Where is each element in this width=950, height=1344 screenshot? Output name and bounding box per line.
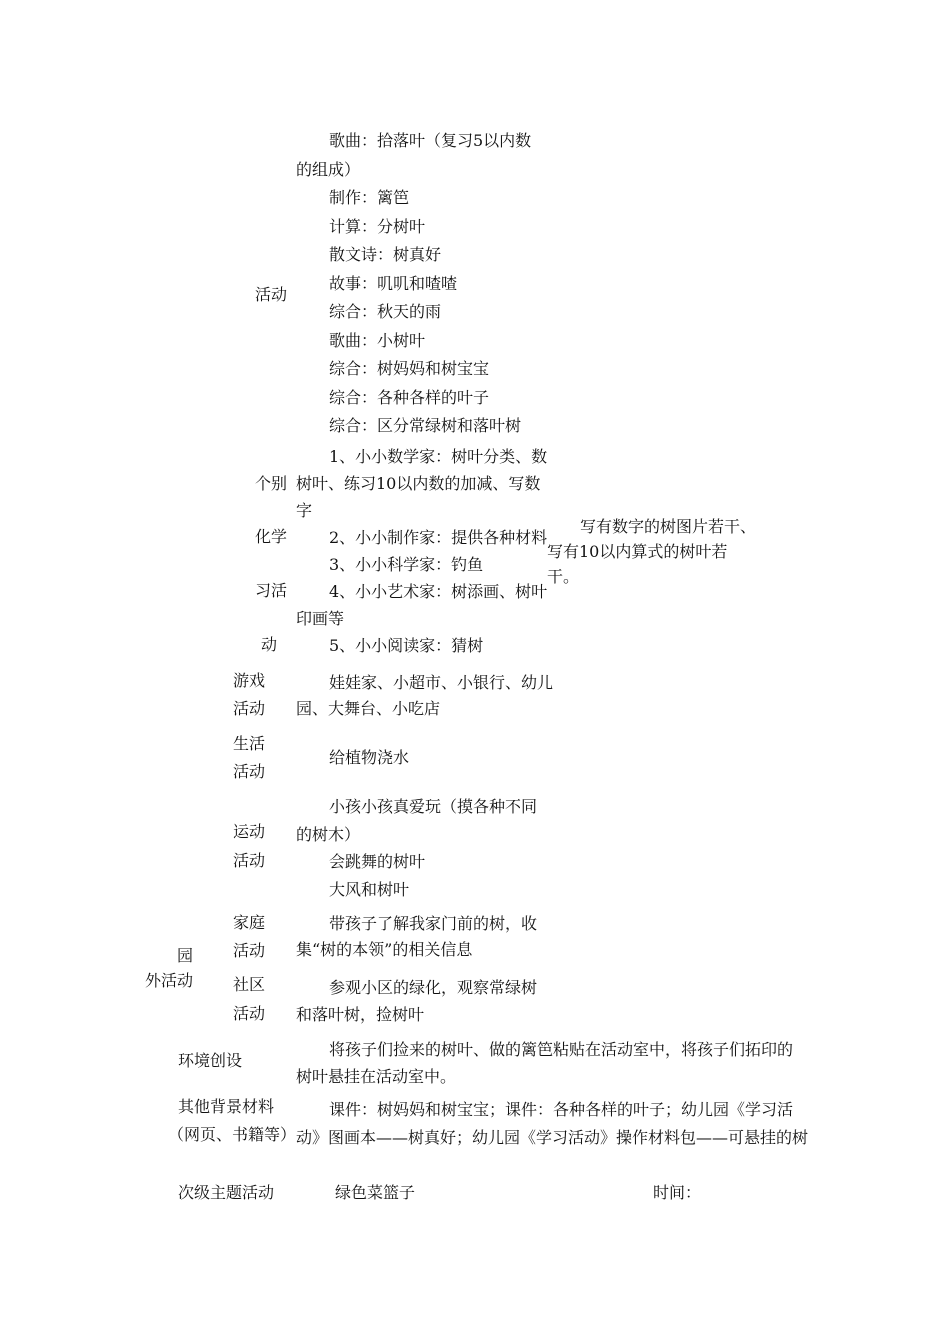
list-item: 综合：秋天的雨 [329,302,442,321]
list-item: 散文诗：树真好 [329,245,442,264]
list-item: 歌曲：小树叶 [329,330,426,350]
sub-theme-label: 次级主题活动 [178,1183,275,1202]
list-item: 小孩小孩真爱玩（摸各种不同 [329,797,538,816]
individual-label-4: 动 [261,635,278,654]
background-label-1: 其他背景材料 [178,1097,275,1116]
individual-label-2: 化学 [255,527,288,546]
materials-line: 写有10以内算式的树叶若 [547,542,728,561]
content-line: 将孩子们捡来的树叶、做的篱笆粘贴在活动室中，将孩子们拓印的 [329,1040,794,1059]
outdoor-label-1: 园 [177,946,194,965]
content-line: 集“树的本领”的相关信息 [296,940,473,959]
game-content [296,670,553,722]
content-line: 娃娃家、小超市、小银行、幼儿 [329,673,554,692]
environment-content [296,1036,793,1090]
individual-label-3: 习活 [255,581,288,600]
content-line: 带孩子了解我家门前的树，收 [329,914,538,933]
list-item: 综合：树妈妈和树宝宝 [329,359,490,378]
sub-theme-value: 绿色菜篮子 [335,1183,416,1202]
family-label-2: 活动 [233,941,266,960]
list-item: 2、小小制作家：提供各种材料 [329,528,548,547]
list-item: 1、小小数学家：树叶分类、数 [329,447,548,466]
outdoor-label-2: 外活动 [145,971,194,990]
family-content [296,911,537,963]
content-line: 课件：树妈妈和树宝宝；课件：各种各样的叶子；幼儿园《学习活 [329,1100,794,1119]
list-item: 3、小小科学家：钓鱼 [329,555,484,574]
environment-label: 环境创设 [178,1051,243,1070]
individual-materials [547,514,756,589]
list-item: 综合：区分常绿树和落叶树 [329,416,522,435]
list-item: 故事：叽叽和喳喳 [329,273,458,293]
list-item: 会跳舞的树叶 [329,852,426,871]
list-item: 的树木） [296,824,361,844]
list-item: 大风和树叶 [329,879,410,899]
sports-label-1: 运动 [233,822,266,841]
materials-line: 干。 [547,567,580,586]
family-label-1: 家庭 [233,913,266,932]
community-label-2: 活动 [233,1004,266,1023]
sub-theme-time-label: 时间： [653,1183,702,1202]
community-content [296,974,537,1028]
individual-list [296,443,547,659]
community-label-1: 社区 [233,975,266,994]
list-item: 歌曲：拾落叶（复习5以内数 [329,131,532,150]
game-label-1: 游戏 [233,671,266,690]
content-line: 和落叶树，捡树叶 [296,1005,425,1024]
list-item: 综合：各种各样的叶子 [329,387,490,407]
materials-line: 写有数字的树图片若干、 [580,517,757,536]
activities-label: 活动 [255,285,288,304]
content-line: 动》图画本——树真好；幼儿园《学习活动》操作材料包——可悬挂的树 [296,1128,809,1147]
list-item: 5、小小阅读家：猜树 [329,636,484,655]
content-line: 园、大舞台、小吃店 [296,699,441,718]
list-item: 印画等 [296,609,345,628]
background-label-2: （网页、书籍等） [168,1125,297,1144]
background-content [296,1096,808,1152]
life-label-1: 生活 [233,734,266,753]
life-content: 给植物浇水 [329,748,410,767]
list-item: 字 [296,501,313,520]
content-line: 参观小区的绿化，观察常绿树 [329,978,538,997]
game-label-2: 活动 [233,699,266,718]
sports-list [296,793,537,903]
list-item: 树叶、练习10以内数的加减、写数 [296,474,541,493]
list-item: 制作：篱笆 [329,188,410,207]
list-item: 的组成） [296,159,361,179]
individual-label-1: 个别 [255,474,288,493]
list-item: 4、小小艺术家：树添画、树叶 [329,582,548,601]
activities-list [296,127,531,441]
content-line: 树叶悬挂在活动室中。 [296,1067,457,1086]
list-item: 计算：分树叶 [329,216,426,236]
life-label-2: 活动 [233,762,266,781]
sports-label-2: 活动 [233,851,266,870]
